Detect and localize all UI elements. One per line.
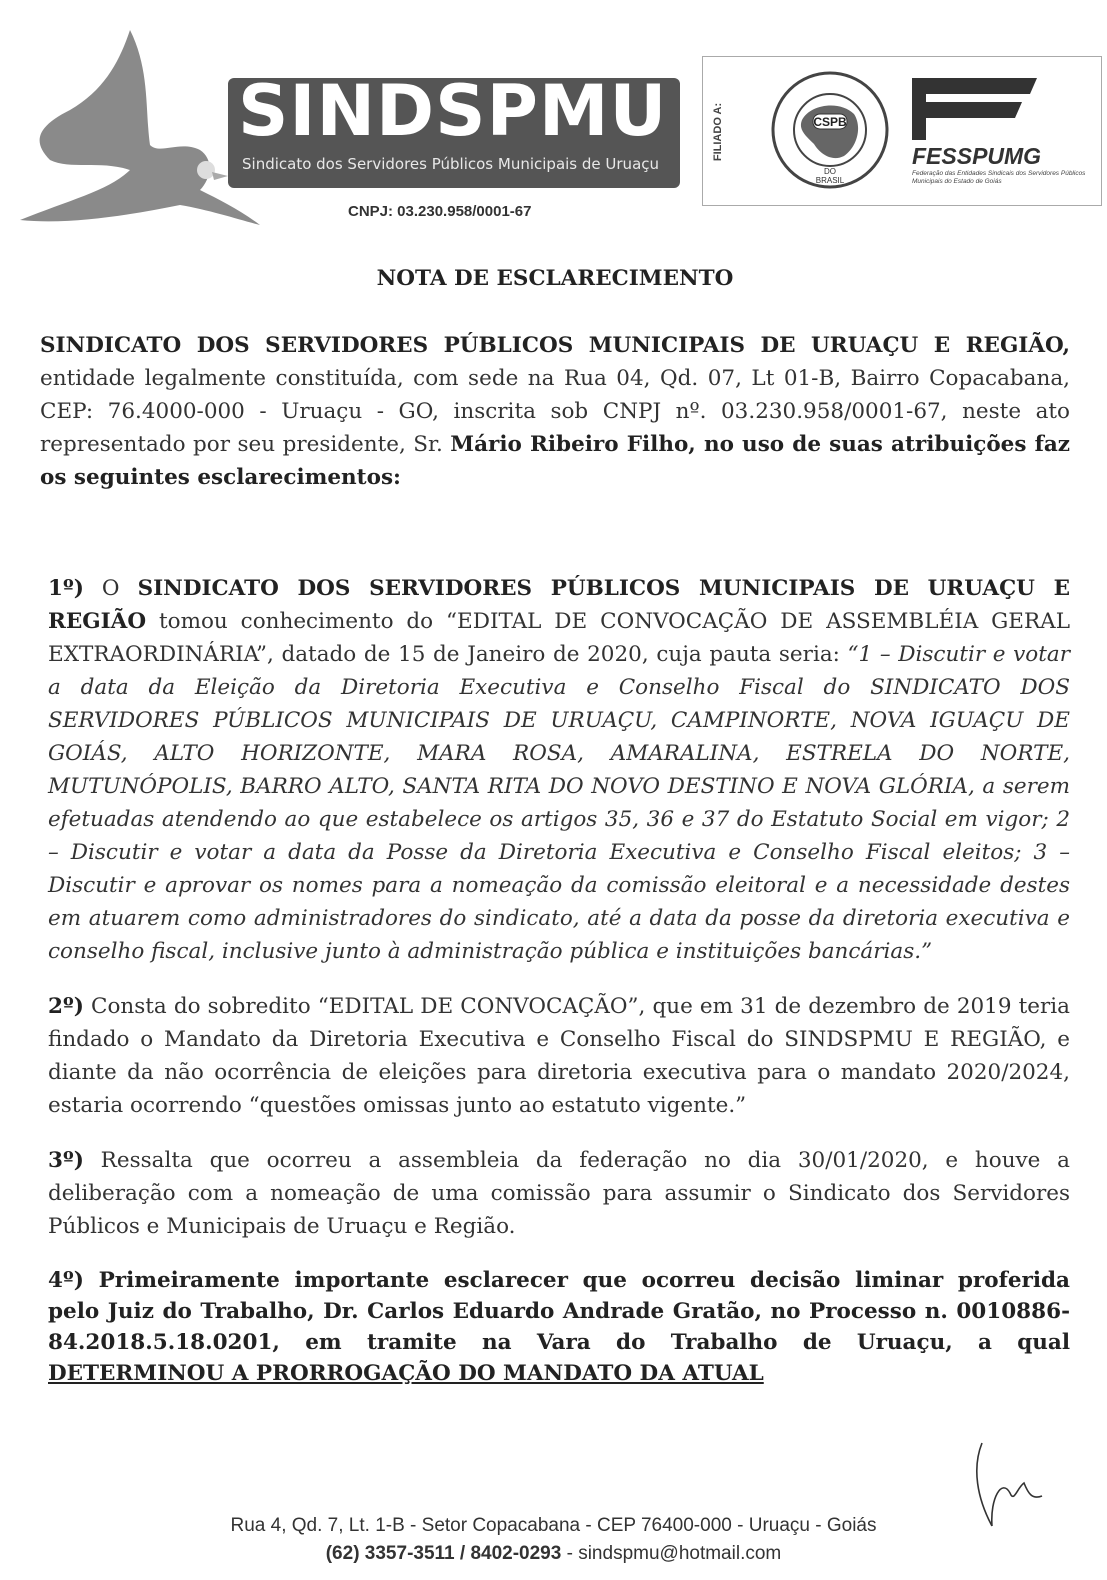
item-4-number: 4º)	[48, 1268, 84, 1293]
item-1	[40, 572, 1070, 968]
affiliation-label: FILIADO A:	[712, 102, 724, 162]
item-4-text: Primeiramente importante esclarecer que ocorreu decisão liminar proferida pelo Juiz do Trabalho, Dr. Carlos Eduardo Andrade Gratão, no Processo n. 0010886-84.2018.5.18.0201, em tramite na Vara do Trabalho de Uruaçu, a qual	[48, 1268, 1070, 1355]
item-3-text: Ressalta que ocorreu a assembleia da federação no dia 30/01/2020, e houve a deliberação com a nomeação de uma comissão para assumir o Sindicato dos Servidores Públicos e Municipais de Uruaçu e Região.	[48, 1148, 1070, 1239]
logo-title: SINDSPMU	[238, 70, 668, 152]
svg-text:DO: DO	[824, 167, 836, 176]
footer-phones: (62) 3357-3511 / 8402-0293	[325, 1543, 562, 1564]
fesspumg-title: FESSPUMG	[912, 143, 1042, 169]
fesspumg-subtitle: Federação das Entidades Sindicais dos Servidores Públicos Municipais do Estado de Goiás	[912, 170, 1086, 185]
item-3	[40, 1144, 1070, 1243]
item-4	[40, 1265, 1070, 1389]
item-2-text: Consta do sobredito “EDITAL DE CONVOCAÇÃO”, que em 31 de dezembro de 2019 teria findado o Mandato da Diretoria Executiva e Conselho Fiscal do SINDSPMU E REGIÃO, e diante da não ocorrência de eleições para diretoria executiva para o mandato 2020/2024, estaria ocorrendo “questões omissas junto ao estatuto vigente.”	[48, 994, 1070, 1118]
fesspumg-logo-icon	[912, 78, 1037, 140]
item-1-text-c: tomou conhecimento do “EDITAL DE CONVOCAÇÃO DE ASSEMBLÉIA GERAL EXTRAORDINÁRIA”, datado de 15 de Janeiro de 2020, cuja pauta seria:	[48, 609, 1070, 667]
cspb-seal-icon	[770, 70, 890, 190]
item-1-quote: “1 – Discutir e votar a data da Eleição da Diretoria Executiva e Conselho Fiscal do SINDICATO DOS SERVIDORES PÚBLICOS MUNICIPAIS DE URUAÇU, CAMPINORTE, NOVA IGUAÇU DE GOIÁS, ALTO HORIZONTE, MARA ROSA, AMARALINA, ESTRELA DO NORTE, MUTUNÓPOLIS, BARRO ALTO, SANTA RITA DO NOVO DESTINO E NOVA GLÓRIA, a serem efetuadas atendendo ao que estabelece os artigos 35, 36 e 37 do Estatuto Social em vigor; 2 – Discutir e votar a data da Posse da Diretoria Executiva e Conselho Fiscal eleitos; 3 – Discutir e aprovar os nomes para a nomeação da comissão eleitoral e a necessidade destes em atuarem como administradores do sindicato, até a data da posse da diretoria executiva e conselho fiscal, inclusive junto à administração pública e instituições bancárias.”	[48, 642, 1070, 964]
document-body	[40, 262, 1070, 1411]
footer-email: - sindspmu@hotmail.com	[561, 1543, 782, 1564]
item-1-text-a: O	[83, 576, 138, 601]
intro-text: entidade legalmente constituída, com sede na Rua 04, Qd. 07, Lt 01-B, Bairro Copacabana, CEP: 76.4000-000 - Uruaçu - GO, inscrita sob CNPJ nº. 03.230.958/0001-67, neste ato representado por seu presidente, Sr.	[40, 366, 1070, 457]
svg-text:BRASIL: BRASIL	[815, 176, 845, 185]
item-2-number: 2º)	[48, 994, 84, 1019]
header-cnpj: CNPJ: 03.230.958/0001-67	[348, 203, 532, 220]
intro-paragraph	[40, 329, 1070, 494]
item-3-number: 3º)	[48, 1148, 84, 1173]
intro-entity-name: SINDICATO DOS SERVIDORES PÚBLICOS MUNICIPAIS DE URUAÇU E REGIÃO,	[40, 333, 1070, 358]
item-2	[40, 990, 1070, 1122]
footer-contact	[0, 1540, 1107, 1568]
document-title: NOTA DE ESCLARECIMENTO	[376, 266, 734, 291]
intro-president: Mário Ribeiro Filho, no uso de suas atribuições faz os seguintes esclarecimentos:	[40, 432, 1070, 490]
logo-subtitle: Sindicato dos Servidores Públicos Municipais de Uruaçu	[242, 155, 660, 173]
footer	[0, 1512, 1107, 1568]
item-4-underlined: DETERMINOU A PRORROGAÇÃO DO MANDATO DA ATUAL	[48, 1361, 764, 1386]
letterhead	[0, 0, 1107, 235]
item-1-entity: SINDICATO DOS SERVIDORES PÚBLICOS MUNICIPAIS DE URUAÇU E REGIÃO	[48, 576, 1070, 634]
cspb-label: CSPB	[813, 115, 847, 129]
footer-address: Rua 4, Qd. 7, Lt. 1-B - Setor Copacabana - CEP 76400-000 - Uruaçu - Goiás	[230, 1515, 877, 1536]
item-1-number: 1º)	[48, 576, 84, 601]
